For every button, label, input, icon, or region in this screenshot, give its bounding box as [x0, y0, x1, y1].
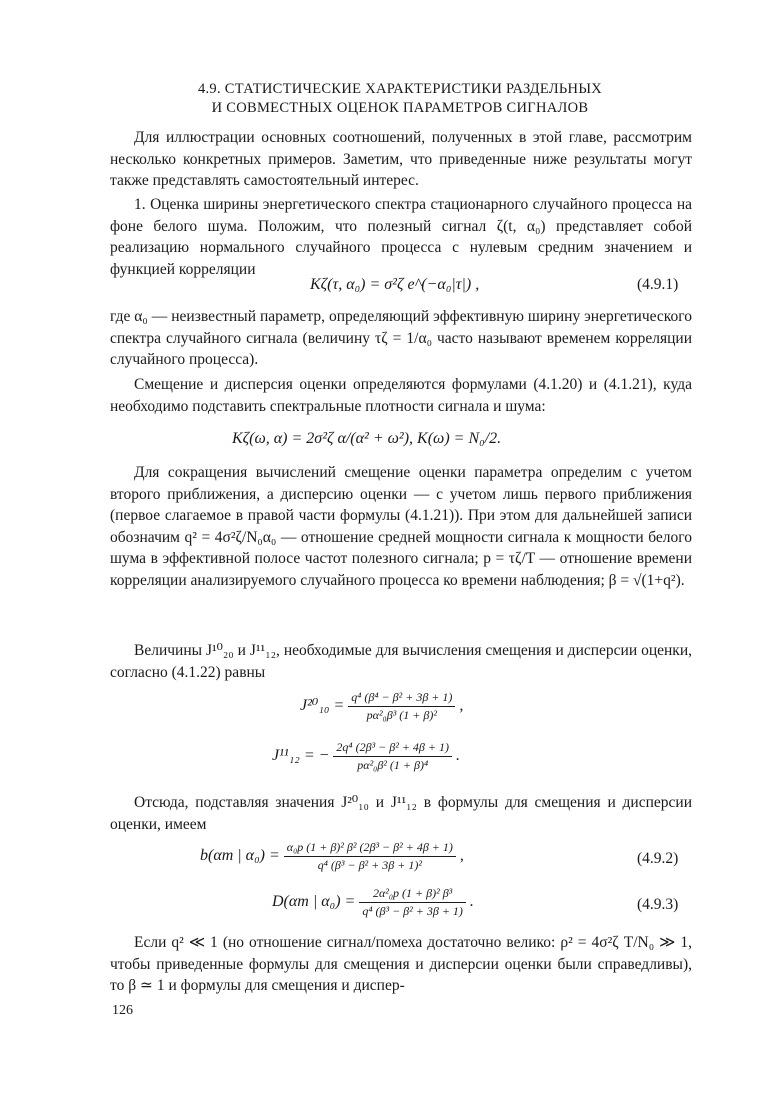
title-line-2: И СОВМЕСТНЫХ ОЦЕНОК ПАРАМЕТРОВ СИГНАЛОВ: [211, 100, 589, 116]
equation-number-4-9-2: (4.9.2): [637, 850, 679, 867]
equation-number-4-9-3: (4.9.3): [637, 896, 679, 913]
fraction-variance: $\frac{\text{2α²₀p (1 + β)² β³}}{\text{q⁴ (β³ − β² + 3β + 1)}}$: [359, 886, 466, 919]
fraction-bias: $\frac{\text{α₀p (1 + β)² β² (2β³ − β² + 4β + 1)}}{\text{q⁴ (β³ − β² + 3β + 1)²}}$: [284, 840, 456, 873]
formula-j12-11: J¹¹₁₂ = − $\frac{\text{2q⁴ (2β³ − β² + 4β + 1)}}{\text{pα²₀β² (1 + β)⁴}}$ .: [272, 740, 461, 772]
title-line-1: 4.9. СТАТИСТИЧЕСКИЕ ХАРАКТЕРИСТИКИ РАЗДЕЛЬНЫХ: [197, 81, 603, 97]
paragraph-small-q: Если q² ≪ 1 (но отношение сигнал/помеха достаточно велико: ρ² = 4σ²ζ T/N₀ ≫ 1, чтобы приведенные формулы для смещения и дисперсии оценки были справедливы), то β ≃ 1 и формулы для смещения и диспер-: [110, 934, 692, 994]
paragraph-intro: Для иллюстрации основных соотношений, полученных в этой главе, рассмотрим несколько конкретных примеров. Заметим, что приведенные ниже результаты могут также представлять самостоятельный интерес.: [110, 129, 692, 189]
formula-4-9-3: D(αm | α₀) = $\frac{\text{2α²₀p (1 + β)² β³}}{\text{q⁴ (β³ − β² + 3β + 1)}}$ .: [272, 886, 474, 918]
paragraph-bias-variance: Смещение и дисперсия оценки определяются формулами (4.1.20) и (4.1.21), куда необходимо подставить спектральные плотности сигнала и шума:: [110, 376, 692, 415]
section-title: [120, 80, 680, 118]
formula-j10-20: J²⁰₁₀ = $\frac{\text{q⁴ (β⁴ − β² + 3β + 1)}}{\text{pα²₀β³ (1 + β)²}}$ ,: [300, 690, 464, 722]
formula-4-9-1: Kζ(τ, α₀) = σ²ζ e^(−α₀|τ|) ,: [310, 276, 480, 293]
fraction-j12: $\frac{\text{2q⁴ (2β³ − β² + 4β + 1)}}{\text{pα²₀β² (1 + β)⁴}}$: [333, 740, 452, 773]
formula-spectral-densities: Kζ(ω, α) = 2σ²ζ α/(α² + ω²), K(ω) = N₀/2.: [232, 430, 502, 447]
paragraph-alpha-definition: где α₀ — неизвестный параметр, определяющий эффективную ширину энергетического спектра случайного сигнала (величину τζ = 1/α₀ часто называют временем корреляции случайного процесса).: [110, 308, 692, 368]
paragraph-example-1: 1. Оценка ширины энергетического спектра стационарного случайного процесса на фоне белого шума. Положим, что полезный сигнал ζ(t, α₀) представляет собой реализацию нормального случайного процесса с нулевым средним значением и функцией корреляции: [110, 196, 692, 278]
formula-4-9-2: b(αm | α₀) = $\frac{\text{α₀p (1 + β)² β² (2β³ − β² + 4β + 1)}}{\text{q⁴ (β³ − β² + 3β + 1)²}}$ ,: [200, 840, 464, 872]
paragraph-substitution: Отсюда, подставляя значения J²⁰₁₀ и J¹¹₁₂ в формулы для смещения и дисперсии оценки, имеем: [110, 794, 692, 833]
paragraph-j-values: Величины J¹⁰₂₀ и J¹¹₁₂, необходимые для вычисления смещения и дисперсии оценки, согласно (4.1.22) равны: [110, 642, 692, 681]
fraction-j10: $\frac{\text{q⁴ (β⁴ − β² + 3β + 1)}}{\text{pα²₀β³ (1 + β)²}}$: [348, 690, 455, 723]
paragraph-approximation: Для сокращения вычислений смещение оценки параметра определим с учетом второго приближения, а дисперсию оценки — с учетом лишь первого приближения (первое слагаемое в правой части формулы (4.1.21)). При этом для дальнейшей записи обозначим q² = 4σ²ζ/N₀α₀ — отношение средней мощности сигнала к мощности белого шума в эффективной полосе частот полезного сигнала; p = τζ/T — отношение времени корреляции анализируемого случайного процесса ко времени наблюдения; β = √(1+q²).: [110, 464, 692, 589]
page-number: 126: [112, 1003, 133, 1018]
equation-number-4-9-1: (4.9.1): [637, 276, 679, 293]
